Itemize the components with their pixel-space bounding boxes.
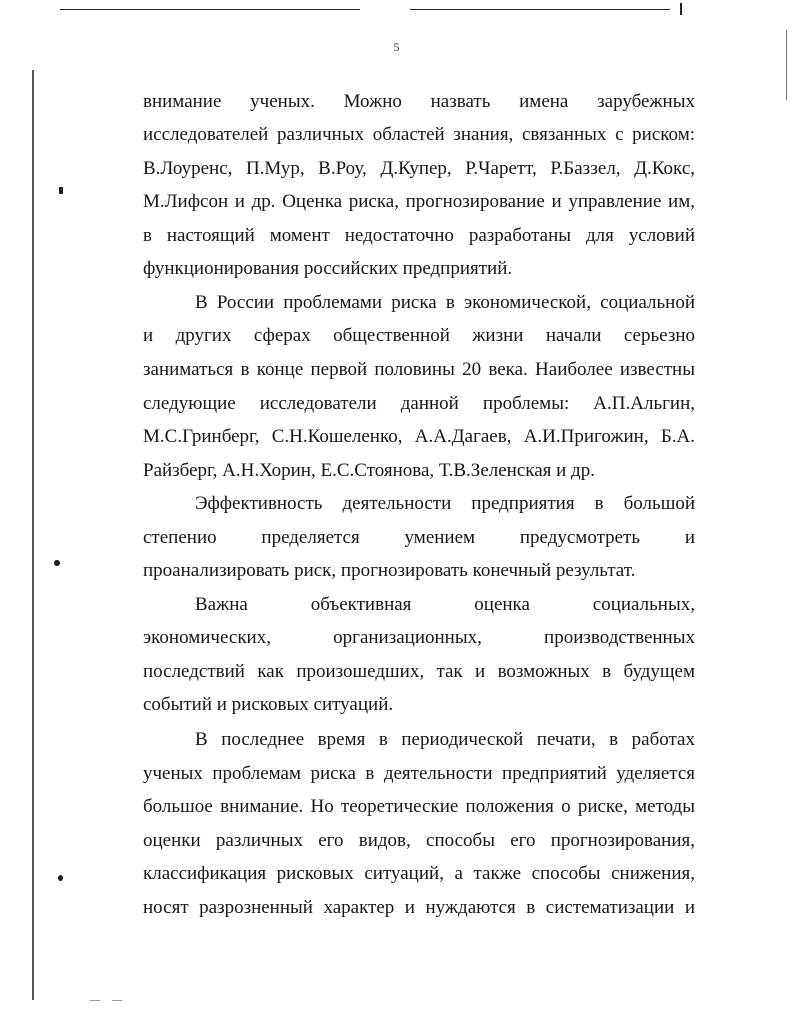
text-line: следующие исследователи данной проблемы: А.П.Альгин, — [143, 393, 695, 414]
text-line: событий и рисковых ситуаций. — [143, 694, 394, 715]
text-line: заниматься в конце первой половины 20 века. Наиболее известны — [143, 359, 695, 380]
text-line: В последнее время в периодической печати, в работах — [195, 729, 695, 750]
text-line: ученых проблемам риска в деятельности предприятий уделяется — [143, 763, 695, 784]
scan-speck — [58, 875, 63, 881]
text-line: внимание ученых. Можно назвать имена зарубежных — [143, 91, 695, 112]
text-line: классификация рисковых ситуаций, а также способы снижения, — [143, 863, 695, 884]
scan-edge-mark — [90, 1000, 100, 1001]
text-line: Важна объективная оценка социальных, — [195, 594, 695, 615]
text-line: экономических, организационных, производственных — [143, 627, 695, 648]
text-line: последствий как произошедших, так и возможных в будущем — [143, 661, 695, 682]
scan-speck — [54, 560, 60, 566]
text-line: Райзберг, А.Н.Хорин, Е.С.Стоянова, Т.В.Зеленская и др. — [143, 460, 595, 481]
text-line: М.С.Гринберг, С.Н.Кошеленко, А.А.Дагаев, А.И.Пригожин, Б.А. — [143, 426, 695, 447]
text-line: В России проблемами риска в экономической, социальной — [195, 292, 695, 313]
scan-edge-mark — [680, 3, 682, 15]
scan-speck — [59, 187, 63, 194]
scan-edge-line-left — [32, 70, 34, 1000]
text-line: степенио пределяется умением предусмотреть и — [143, 527, 695, 548]
text-line: В.Лоуренс, П.Мур, В.Роу, Д.Купер, Р.Чаретт, Р.Баззел, Д.Кокс, — [143, 158, 695, 179]
page-number: 5 — [393, 40, 400, 54]
text-line: исследователей различных областей знания, связанных с риском: — [143, 124, 695, 145]
text-line: и других сферах общественной жизни начали серьезно — [143, 325, 695, 346]
text-line: в настоящий момент недостаточно разработаны для условий — [143, 225, 695, 246]
text-line: функционирования российских предприятий. — [143, 258, 513, 279]
scan-edge-line-top — [410, 9, 670, 10]
text-line: оценки различных его видов, способы его прогнозирования, — [143, 830, 695, 851]
scan-edge-line-top — [60, 9, 360, 10]
scan-edge-mark — [112, 1000, 122, 1001]
text-line: Эффективность деятельности предприятия в большой — [195, 493, 695, 514]
text-line: носят разрозненный характер и нуждаются в систематизации и — [143, 897, 695, 918]
text-line: большое внимание. Но теоретические положения о риске, методы — [143, 796, 695, 817]
text-line: М.Лифсон и др. Оценка риска, прогнозирование и управление им, — [143, 191, 695, 212]
text-line: проанализировать риск, прогнозировать конечный результат. — [143, 560, 636, 581]
